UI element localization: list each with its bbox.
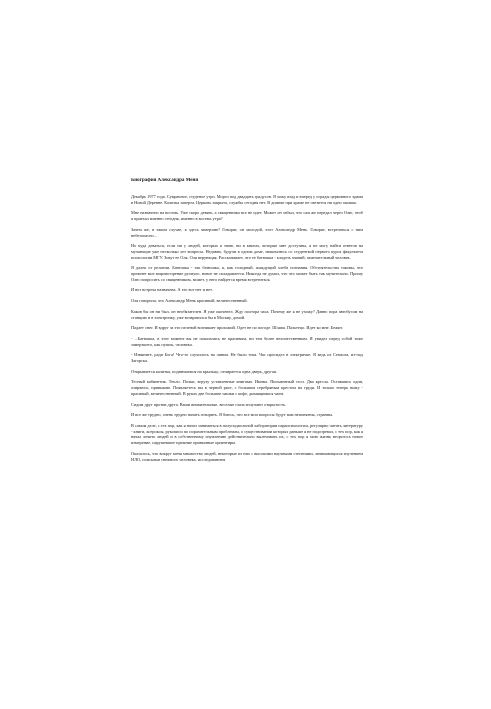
paragraph: Но куда деваться, если ни у людей, которых я знаю, ни в книгах, которые мне доступны, я не могу найти ответов на мучающие уже несколько лет вопросы. Недавно, будучи в одном доме, знакомлюсь со студенткой первого курса факультета психологии МГУ. Зовут ее Оля. Оля верующая. Рассказывает, что ее батюшка - кладезь знаний, замечательный человек. bbox=[131, 243, 363, 260]
paragraph: Падает снег. И вдруг за это пеленой возникает прохожий. Одет не по погоде. Шляпа. Пальтецо. Идет ко мне. Бежит. bbox=[131, 325, 344, 331]
paragraph: В самом деле, с тех пор, как я начал заниматься в полуподпольной лаборатории парапсихологии, регулярно читать литературу - книги, ксероксы, рукописи по поразительным проблемам, о существовании которых раньше я не подозревал, с тех пор, как я начал лечить людей и в собственному изумлению действительно вылечивать их, с тех пор я мою жизнь вторглось новое измерение, парушевшее прежние привычные ориентиры. bbox=[131, 422, 363, 446]
paragraph: - Извините, ради Бога! Что-то случилось на линии. Не было тока. Час просидел в электричке. Я ведь из Семхоза, из-под Загорска. bbox=[131, 352, 363, 364]
paragraph: И все же трудно, очень трудно начать говорить. Я боюсь, что все мои вопросы будут вам непонятны, странны. bbox=[131, 412, 334, 418]
paragraph: Сидим друг против друга. Ваши внимательные, веселые глаза излучают открытость. bbox=[131, 401, 287, 407]
paragraph: Зачем же, в таком случае, я здесь замерзаю? Говорят, он молодой, этот Александр Мень. Говорят, встречаться с ним небезопасно... bbox=[131, 226, 363, 238]
paragraph: И вот встреча назначена. А его все нет и нет. bbox=[131, 287, 213, 293]
paragraph: Я далек от религии. Батюшка - так батюшка, я, как голодный, жаждущий хлеба познания. Обстоятельства таковы, что прежнее мое мировоззрение рухнуло, новое не складывается. Никогда не думал, что что может быть так мучительно. Прошу Олю попросить со священником, может, у него найдется время встретиться. bbox=[131, 265, 363, 282]
paragraph: Открывается калитка, поднимаемся на крыльцо, отпирается одна дверь, другая. bbox=[131, 368, 277, 374]
paragraph: Оля говорила, что Александр Мень красивый, величественный. bbox=[131, 298, 248, 304]
document-title: Биография Александра Меня bbox=[131, 178, 199, 183]
paragraph: Декабрь 1977 года. Сумрачное, студеное утро. Мороз под двадцать градусов. Я хожу взад и вперед у ограды церковного храма в Новой Деревне. Калитка заперта. Церковь закрыта, службы сегодня нет. В домике при храме не светится ни одно окошко. bbox=[131, 194, 363, 205]
paragraph: Тесный кабинетик. Тепло. Полки, вгрузу уставленные книгами. Иконы. Письменный стол. Два кресла. Оставшись один, озираюсь, привыкаю. Появляетесь вы в черной рясе, с большим серебряным крестом на груди. И только теперь вижу - красивый, величественный. В руках две большие чашки с кофе, дымящимися чаем. bbox=[131, 379, 363, 396]
paragraph: - ...Батюшка, в этот момент вы не показались не красивым, ни тем более величественным. Я увидел перед собой тоже замерзшего, как пушок, человека. bbox=[131, 335, 363, 347]
document-page bbox=[131, 178, 363, 709]
paragraph: Каков бы он ни был, он необязателен. Я уже окоченел. Жду полтора часа. Почему же я не ухожу? Давно пора автобусом на станцию и в электричку, уже возвратился бы в Москву, домой. bbox=[131, 308, 363, 320]
paragraph: Мне назначено на восемь. Уже скоро девять, а священника все не идет. Может он забыл, что сам же передал через Олю, чтоб я приехал именно сегодня, именно в восемь утра? bbox=[131, 210, 363, 222]
paragraph: Оказалось, что вокруг меня множество людей, некоторые из них с высокими научными степенями, занимающихся изучением НЛО, поисками снежного человека, исследованием bbox=[131, 450, 363, 462]
